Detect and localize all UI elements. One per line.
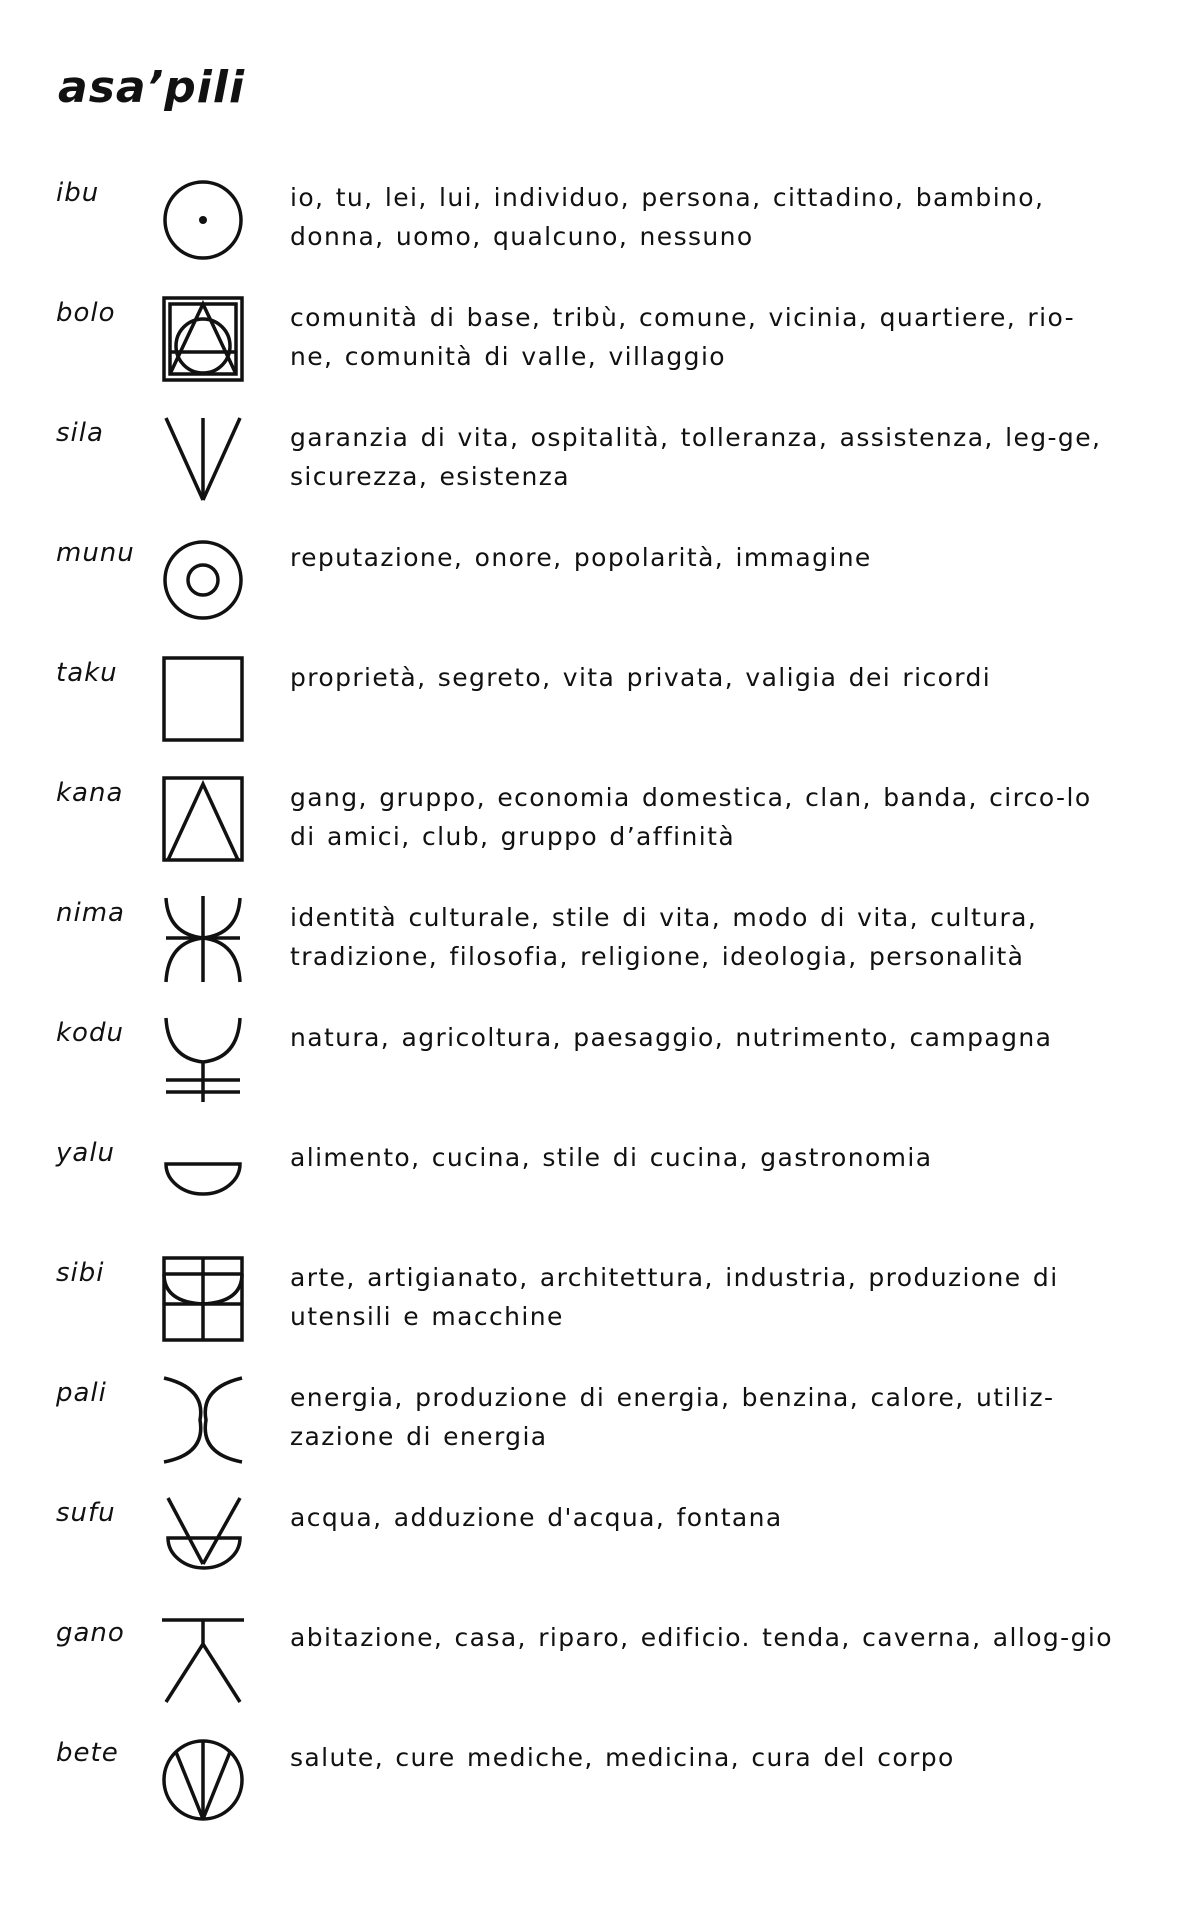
square-triangle-icon — [158, 774, 248, 864]
entry-meaning: abitazione, casa, riparo, edificio. tenda, caverna, allog-gio — [290, 1623, 1113, 1652]
entry-meaning: reputazione, onore, popolarità, immagine — [290, 543, 872, 572]
entry-word: gano — [56, 1618, 125, 1648]
square-icon — [158, 654, 248, 744]
list-item — [0, 1134, 1177, 1246]
entry-word: bete — [56, 1738, 119, 1768]
entry-word: nima — [56, 898, 125, 928]
list-item — [0, 1494, 1177, 1606]
entry-meaning: acqua, adduzione d'acqua, fontana — [290, 1503, 783, 1532]
list-item — [0, 414, 1177, 526]
entry-word: sibi — [56, 1258, 105, 1288]
entry-word: kana — [56, 778, 124, 808]
cup-v-icon — [158, 1494, 248, 1584]
entry-word: munu — [56, 538, 135, 568]
list-item — [0, 534, 1177, 646]
double-circle-icon — [158, 534, 248, 624]
tent-icon — [158, 1614, 248, 1704]
cross-arcs-icon — [158, 894, 248, 984]
sprout-lines-icon — [158, 1014, 248, 1104]
list-item — [0, 1734, 1177, 1846]
entry-meaning: garanzia di vita, ospitalità, tolleranza, assistenza, leg-ge, sicurezza, esistenza — [290, 423, 1102, 491]
entry-meaning: salute, cure mediche, medicina, cura del corpo — [290, 1743, 955, 1772]
opposed-arcs-icon — [158, 1374, 248, 1464]
entry-word: ibu — [56, 178, 100, 208]
list-item — [0, 294, 1177, 406]
circle-trident-icon — [158, 1734, 248, 1824]
trident-icon — [158, 414, 248, 504]
entry-word: yalu — [56, 1138, 116, 1168]
list-item — [0, 774, 1177, 886]
entry-meaning: io, tu, lei, lui, individuo, persona, cittadino, bambino, donna, uomo, qualcuno, nessuno — [290, 183, 1045, 251]
entry-meaning: gang, gruppo, economia domestica, clan, banda, circo-lo di amici, club, gruppo d’affinità — [290, 783, 1092, 851]
list-item — [0, 654, 1177, 766]
entry-word: sufu — [56, 1498, 116, 1528]
entry-meaning: comunità di base, tribù, comune, vicinia, quartiere, rio-ne, comunità di valle, villaggio — [290, 303, 1076, 371]
entry-word: bolo — [56, 298, 116, 328]
square-cup-icon — [158, 1254, 248, 1344]
entry-meaning: arte, artigianato, architettura, industria, produzione di utensili e macchine — [290, 1263, 1059, 1331]
entry-word: sila — [56, 418, 104, 448]
entry-meaning: alimento, cucina, stile di cucina, gastronomia — [290, 1143, 933, 1172]
page-title: asa’pili — [58, 62, 246, 113]
square-triangle-circle-icon — [158, 294, 248, 384]
list-item — [0, 894, 1177, 1006]
list-item — [0, 1374, 1177, 1486]
list-item — [0, 1614, 1177, 1726]
entry-meaning: identità culturale, stile di vita, modo di vita, cultura, tradizione, filosofia, religione, ideologia, personalità — [290, 903, 1038, 971]
bowl-icon — [158, 1134, 248, 1224]
circle-dot-icon — [158, 174, 248, 264]
entry-word: kodu — [56, 1018, 124, 1048]
entry-meaning: natura, agricoltura, paesaggio, nutrimento, campagna — [290, 1023, 1053, 1052]
list-item — [0, 174, 1177, 286]
list-item — [0, 1254, 1177, 1366]
entry-word: taku — [56, 658, 118, 688]
entry-meaning: energia, produzione di energia, benzina, calore, utiliz-zazione di energia — [290, 1383, 1055, 1451]
list-item — [0, 1014, 1177, 1126]
entry-word: pali — [56, 1378, 107, 1408]
entry-meaning: proprietà, segreto, vita privata, valigia dei ricordi — [290, 663, 992, 692]
